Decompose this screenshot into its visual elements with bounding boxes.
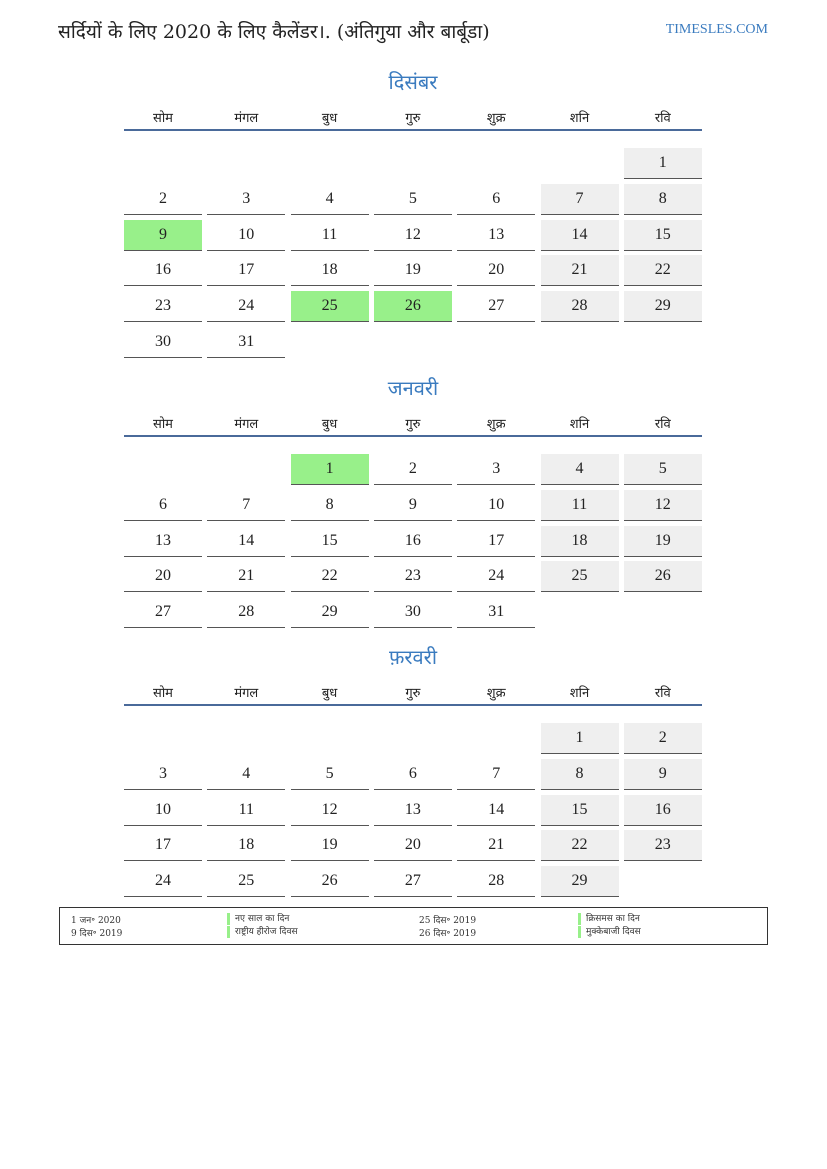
day-cell: 14 (457, 795, 535, 826)
day-cell: 28 (457, 866, 535, 897)
day-cell: 11 (207, 795, 285, 826)
day-cell: 1 (541, 723, 619, 754)
day-cell: 13 (374, 795, 452, 826)
day-cell: 9 (624, 759, 702, 790)
weekday-header: सोम (153, 417, 173, 432)
legend-date: 26 दिस॰ 2019 (419, 929, 477, 939)
day-cell: 5 (291, 759, 369, 790)
weekday-header: गुरु (405, 111, 421, 126)
weekday-header: मंगल (234, 417, 259, 432)
day-cell: 20 (374, 830, 452, 861)
day-cell: 11 (291, 220, 369, 251)
day-cell: 6 (124, 490, 202, 521)
day-cell: 6 (374, 759, 452, 790)
day-cell: 8 (541, 759, 619, 790)
day-cell: 22 (541, 830, 619, 861)
holiday-day-cell: 1 (291, 454, 369, 485)
day-cell: 2 (624, 723, 702, 754)
day-cell: 25 (207, 866, 285, 897)
day-cell: 3 (457, 454, 535, 485)
weekday-header: शनि (569, 111, 590, 126)
month-title: फ़रवरी (388, 645, 438, 669)
day-cell: 30 (374, 597, 452, 628)
day-cell: 15 (541, 795, 619, 826)
holiday-legend (59, 907, 768, 945)
day-cell: 9 (374, 490, 452, 521)
day-cell: 8 (624, 184, 702, 215)
weekday-header: गुरु (405, 417, 421, 432)
day-cell: 16 (624, 795, 702, 826)
day-cell: 27 (457, 291, 535, 322)
holiday-day-cell: 9 (124, 220, 202, 251)
day-cell: 15 (291, 526, 369, 557)
day-cell: 21 (457, 830, 535, 861)
day-cell: 3 (124, 759, 202, 790)
day-cell: 29 (541, 866, 619, 897)
month-title: जनवरी (387, 376, 439, 400)
day-cell: 12 (291, 795, 369, 826)
day-cell: 8 (291, 490, 369, 521)
day-cell: 7 (541, 184, 619, 215)
day-cell: 18 (541, 526, 619, 557)
holiday-day-cell: 26 (374, 291, 452, 322)
day-cell: 22 (624, 255, 702, 286)
day-cell: 28 (207, 597, 285, 628)
day-cell: 12 (624, 490, 702, 521)
day-cell: 24 (457, 561, 535, 592)
weekday-header: मंगल (234, 111, 259, 126)
day-cell: 26 (624, 561, 702, 592)
weekday-header: सोम (153, 686, 173, 701)
month-title: दिसंबर (388, 70, 438, 94)
legend-holiday-name: क्रिसमस का दिन (578, 913, 640, 925)
day-cell: 7 (207, 490, 285, 521)
day-cell: 20 (124, 561, 202, 592)
legend-date: 25 दिस॰ 2019 (419, 916, 477, 926)
day-cell: 16 (374, 526, 452, 557)
weekday-header: रवि (654, 111, 671, 126)
day-cell: 22 (291, 561, 369, 592)
day-cell: 23 (124, 291, 202, 322)
day-cell: 25 (541, 561, 619, 592)
weekday-header: रवि (654, 417, 671, 432)
day-cell: 13 (457, 220, 535, 251)
day-cell: 10 (457, 490, 535, 521)
day-cell: 27 (374, 866, 452, 897)
day-cell: 14 (207, 526, 285, 557)
day-cell: 29 (624, 291, 702, 322)
legend-date: 9 दिस॰ 2019 (71, 929, 123, 939)
weekday-header: शुक्र (486, 111, 506, 126)
day-cell: 5 (624, 454, 702, 485)
day-cell: 4 (291, 184, 369, 215)
day-cell: 23 (374, 561, 452, 592)
site-brand-link[interactable]: TIMESLES.COM (665, 22, 768, 37)
day-cell: 21 (207, 561, 285, 592)
day-cell: 4 (541, 454, 619, 485)
day-cell: 23 (624, 830, 702, 861)
day-cell: 13 (124, 526, 202, 557)
day-cell: 27 (124, 597, 202, 628)
day-cell: 30 (124, 327, 202, 358)
day-cell: 19 (624, 526, 702, 557)
day-cell: 7 (457, 759, 535, 790)
day-cell: 17 (457, 526, 535, 557)
day-cell: 24 (124, 866, 202, 897)
header-divider (124, 704, 702, 706)
day-cell: 19 (291, 830, 369, 861)
day-cell: 14 (541, 220, 619, 251)
day-cell: 15 (624, 220, 702, 251)
day-cell: 2 (374, 454, 452, 485)
day-cell: 12 (374, 220, 452, 251)
weekday-header: शनि (569, 686, 590, 701)
day-cell: 26 (291, 866, 369, 897)
weekday-header: गुरु (405, 686, 421, 701)
weekday-header: शुक्र (486, 686, 506, 701)
holiday-day-cell: 25 (291, 291, 369, 322)
day-cell: 6 (457, 184, 535, 215)
legend-holiday-name: राष्ट्रीय हीरोज दिवस (227, 926, 298, 938)
day-cell: 17 (124, 830, 202, 861)
day-cell: 10 (207, 220, 285, 251)
weekday-header: सोम (153, 111, 173, 126)
day-cell: 10 (124, 795, 202, 826)
day-cell: 31 (457, 597, 535, 628)
day-cell: 11 (541, 490, 619, 521)
legend-holiday-name: नए साल का दिन (227, 913, 289, 925)
day-cell: 18 (207, 830, 285, 861)
day-cell: 20 (457, 255, 535, 286)
header-divider (124, 129, 702, 131)
day-cell: 29 (291, 597, 369, 628)
weekday-header: बुध (321, 417, 338, 432)
day-cell: 21 (541, 255, 619, 286)
day-cell: 31 (207, 327, 285, 358)
day-cell: 17 (207, 255, 285, 286)
day-cell: 18 (291, 255, 369, 286)
day-cell: 19 (374, 255, 452, 286)
legend-date: 1 जन॰ 2020 (71, 916, 121, 926)
weekday-header: शुक्र (486, 417, 506, 432)
page-title: सर्दियों के लिए 2020 के लिए कैलेंडर।. (अंतिगुया और बार्बूडा) (58, 21, 490, 43)
day-cell: 28 (541, 291, 619, 322)
day-cell: 2 (124, 184, 202, 215)
weekday-header: बुध (321, 111, 338, 126)
day-cell: 5 (374, 184, 452, 215)
legend-holiday-name: मुक्केबाजी दिवस (578, 926, 641, 938)
weekday-header: रवि (654, 686, 671, 701)
day-cell: 3 (207, 184, 285, 215)
day-cell: 16 (124, 255, 202, 286)
weekday-header: शनि (569, 417, 590, 432)
day-cell: 1 (624, 148, 702, 179)
header-divider (124, 435, 702, 437)
day-cell: 4 (207, 759, 285, 790)
weekday-header: बुध (321, 686, 338, 701)
weekday-header: मंगल (234, 686, 259, 701)
day-cell: 24 (207, 291, 285, 322)
